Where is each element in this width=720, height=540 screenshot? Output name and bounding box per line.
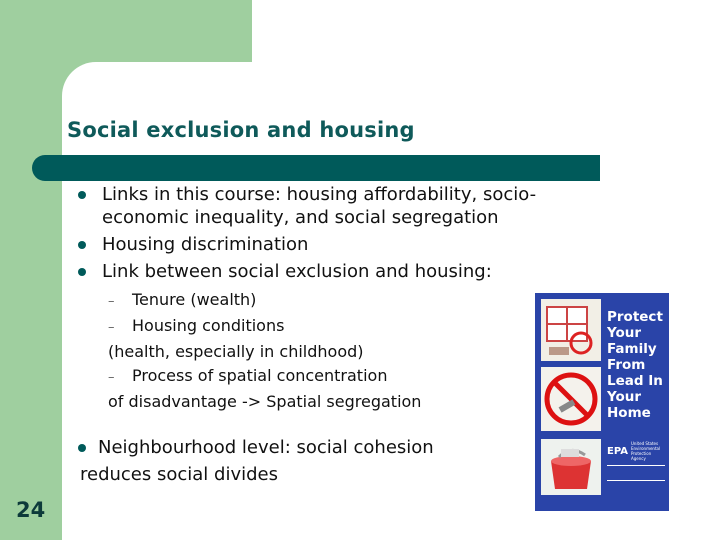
sub-bullet-text: (health, especially in childhood) <box>108 342 364 361</box>
sub-bullet-text: Housing conditions <box>132 316 285 335</box>
poster-headline-line: Home <box>607 405 651 421</box>
sub-bullet-item <box>108 364 508 390</box>
bullet-item <box>78 260 618 283</box>
sub-bullet-text: Tenure (wealth) <box>132 290 257 309</box>
bullet-text: Neighbourhood level: social cohesion <box>98 437 434 458</box>
epa-logo: EPA <box>607 445 628 457</box>
poster-headline-line: Protect <box>607 309 663 325</box>
bucket-icon <box>541 439 601 495</box>
bullet-list <box>78 183 618 287</box>
poster-headline-line: Lead In <box>607 373 663 389</box>
bullet-dot-icon <box>78 191 86 199</box>
sub-bullet-item <box>108 314 508 340</box>
bullet-text: reduces social divides <box>80 464 278 485</box>
sub-bullet-text: of disadvantage -> Spatial segregation <box>108 392 422 411</box>
bullet-item <box>78 233 618 256</box>
poster-headline-line: Your <box>607 389 642 405</box>
dash-icon: – <box>108 294 115 309</box>
neighbourhood-bullet <box>78 434 518 488</box>
slide-title: Social exclusion and housing <box>67 118 415 142</box>
bullet-text: Links in this course: housing affordability, socio-economic inequality, and social segregation <box>102 184 537 228</box>
lead-poster-image <box>535 293 669 511</box>
decorative-green-strip-left <box>0 0 62 540</box>
bullet-item <box>78 183 618 229</box>
bullet-text: Housing discrimination <box>102 234 309 255</box>
sub-bullet-text: Process of spatial concentration <box>132 366 388 385</box>
poster-agency-logos <box>607 441 665 497</box>
agency-logo-block <box>607 480 665 495</box>
title-underline-bar <box>32 155 600 181</box>
poster-headline-line: From <box>607 357 646 373</box>
epa-agency-text: United States Environmental Protection Agency <box>630 441 661 461</box>
sub-bullet-continuation <box>108 390 508 414</box>
poster-headline-line: Your <box>607 325 642 341</box>
bullet-dot-icon <box>78 268 86 276</box>
agency-logo-block <box>607 465 665 480</box>
poster-photo-no-sign <box>541 367 601 431</box>
window-paint-icon <box>541 299 601 361</box>
bullet-text: Link between social exclusion and housing: <box>102 261 492 282</box>
poster-photo-window <box>541 299 601 361</box>
bullet-dot-icon <box>78 444 86 452</box>
page-number: 24 <box>16 498 46 522</box>
poster-headline-line: Family <box>607 341 657 357</box>
dash-icon: – <box>108 370 115 385</box>
bullet-dot-icon <box>78 241 86 249</box>
prohibition-icon <box>541 367 601 431</box>
poster-headline <box>607 309 669 421</box>
sub-bullet-list <box>108 288 508 414</box>
dash-icon: – <box>108 320 115 335</box>
sub-bullet-continuation <box>108 340 508 364</box>
poster-photo-bucket <box>541 439 601 495</box>
sub-bullet-item <box>108 288 508 314</box>
